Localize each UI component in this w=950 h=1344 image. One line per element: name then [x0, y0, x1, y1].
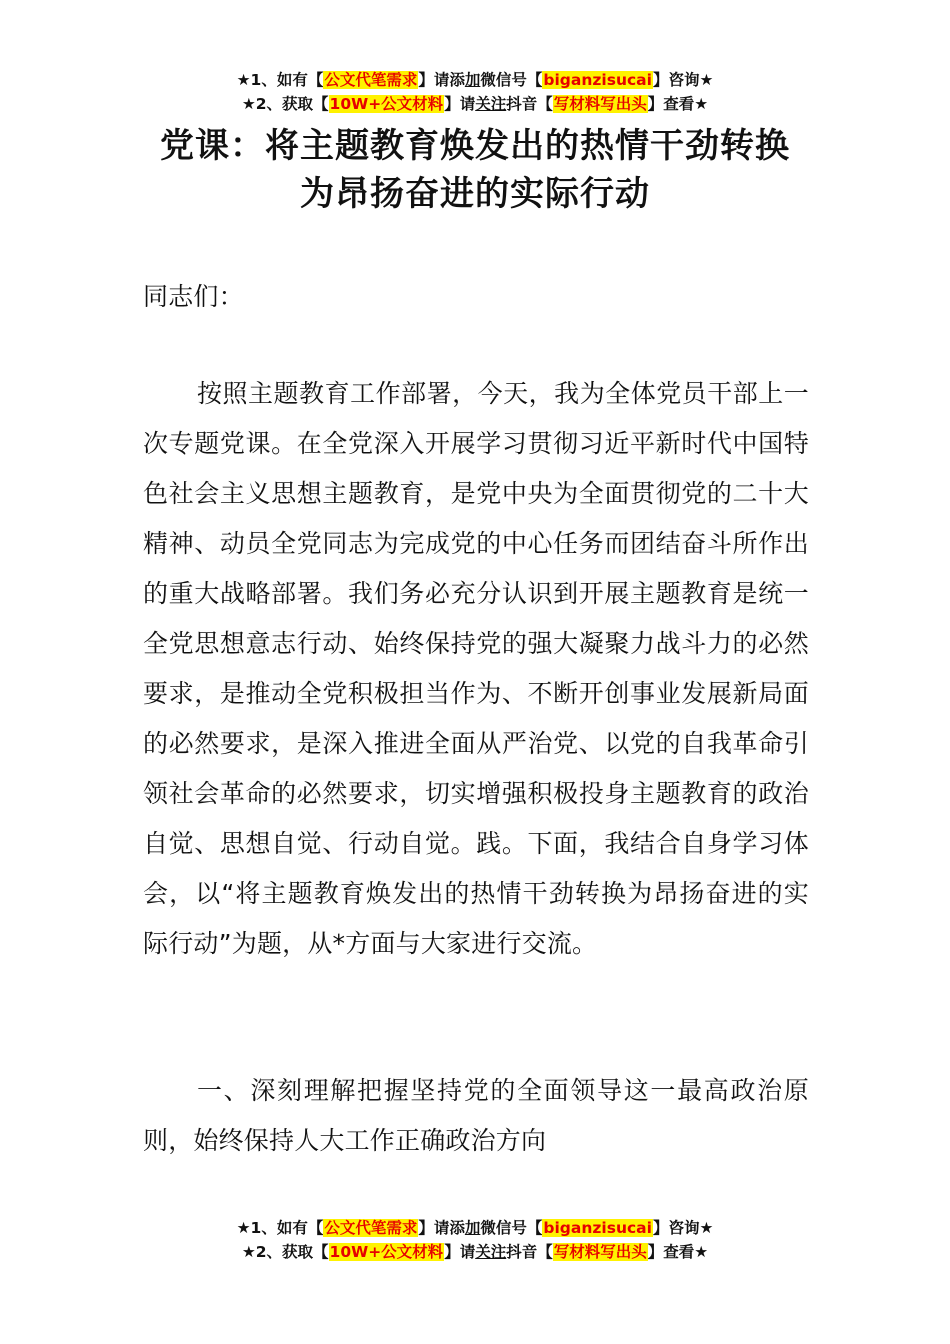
banner-line-1: ★1、如有【公文代笔需求】请添加微信号【biganzisucai】咨询★ [236, 71, 714, 89]
title-line-2: 为昂扬奋进的实际行动 [300, 174, 650, 214]
service-highlight: 公文代笔需求 [324, 1219, 418, 1237]
banner-line-1: ★1、如有【公文代笔需求】请添加微信号【biganzisucai】咨询★ [236, 1219, 714, 1237]
service-highlight: 公文代笔需求 [324, 71, 418, 89]
banner-line-2: ★2、获取【10W+公文材料】请关注抖音【写材料写出头】查看★ [241, 1243, 709, 1261]
section-heading-1: 一、深刻理解把握坚持党的全面领导这一最高政治原则，始终保持人大工作正确政治方向 [143, 1076, 809, 1155]
bottom-banner [0, 1216, 950, 1264]
title-line-1: 党课：将主题教育焕发出的热情干劲转换 [160, 126, 790, 166]
material-highlight: 10W+公文材料 [329, 95, 444, 113]
wechat-id-highlight: biganzisucai [543, 1219, 652, 1237]
body-paragraph-1: 按照主题教育工作部署，今天，我为全体党员干部上一次专题党课。在全党深入开展学习贯彻习近平新时代中国特色社会主义思想主题教育，是党中央为全面贯彻党的二十大精神、动员全党同志为完成党的中心任务而团结奋斗所作出的重大战略部署。我们务必充分认识到开展主题教育是统一全党思想意志行动、始终保持党的强大凝聚力战斗力的必然要求，是推动全党积极担当作为、不断开创事业发展新局面的必然要求，是深入推进全面从严治党、以党的自我革命引领社会革命的必然要求，切实增强积极投身主题教育的政治自觉、思想自觉、行动自觉。践。下面，我结合自身学习体会，以“将主题教育焕发出的热情干劲转换为昂扬奋进的实际行动”为题，从*方面与大家进行交流。 [143, 379, 809, 958]
wechat-id-highlight: biganzisucai [543, 71, 652, 89]
material-highlight: 10W+公文材料 [329, 1243, 444, 1261]
top-banner [0, 68, 950, 116]
douyin-highlight: 写材料写出头 [553, 95, 647, 113]
banner-line-2: ★2、获取【10W+公文材料】请关注抖音【写材料写出头】查看★ [241, 95, 709, 113]
salutation: 同志们： [143, 282, 244, 311]
document-title [100, 122, 850, 218]
douyin-highlight: 写材料写出头 [553, 1243, 647, 1261]
